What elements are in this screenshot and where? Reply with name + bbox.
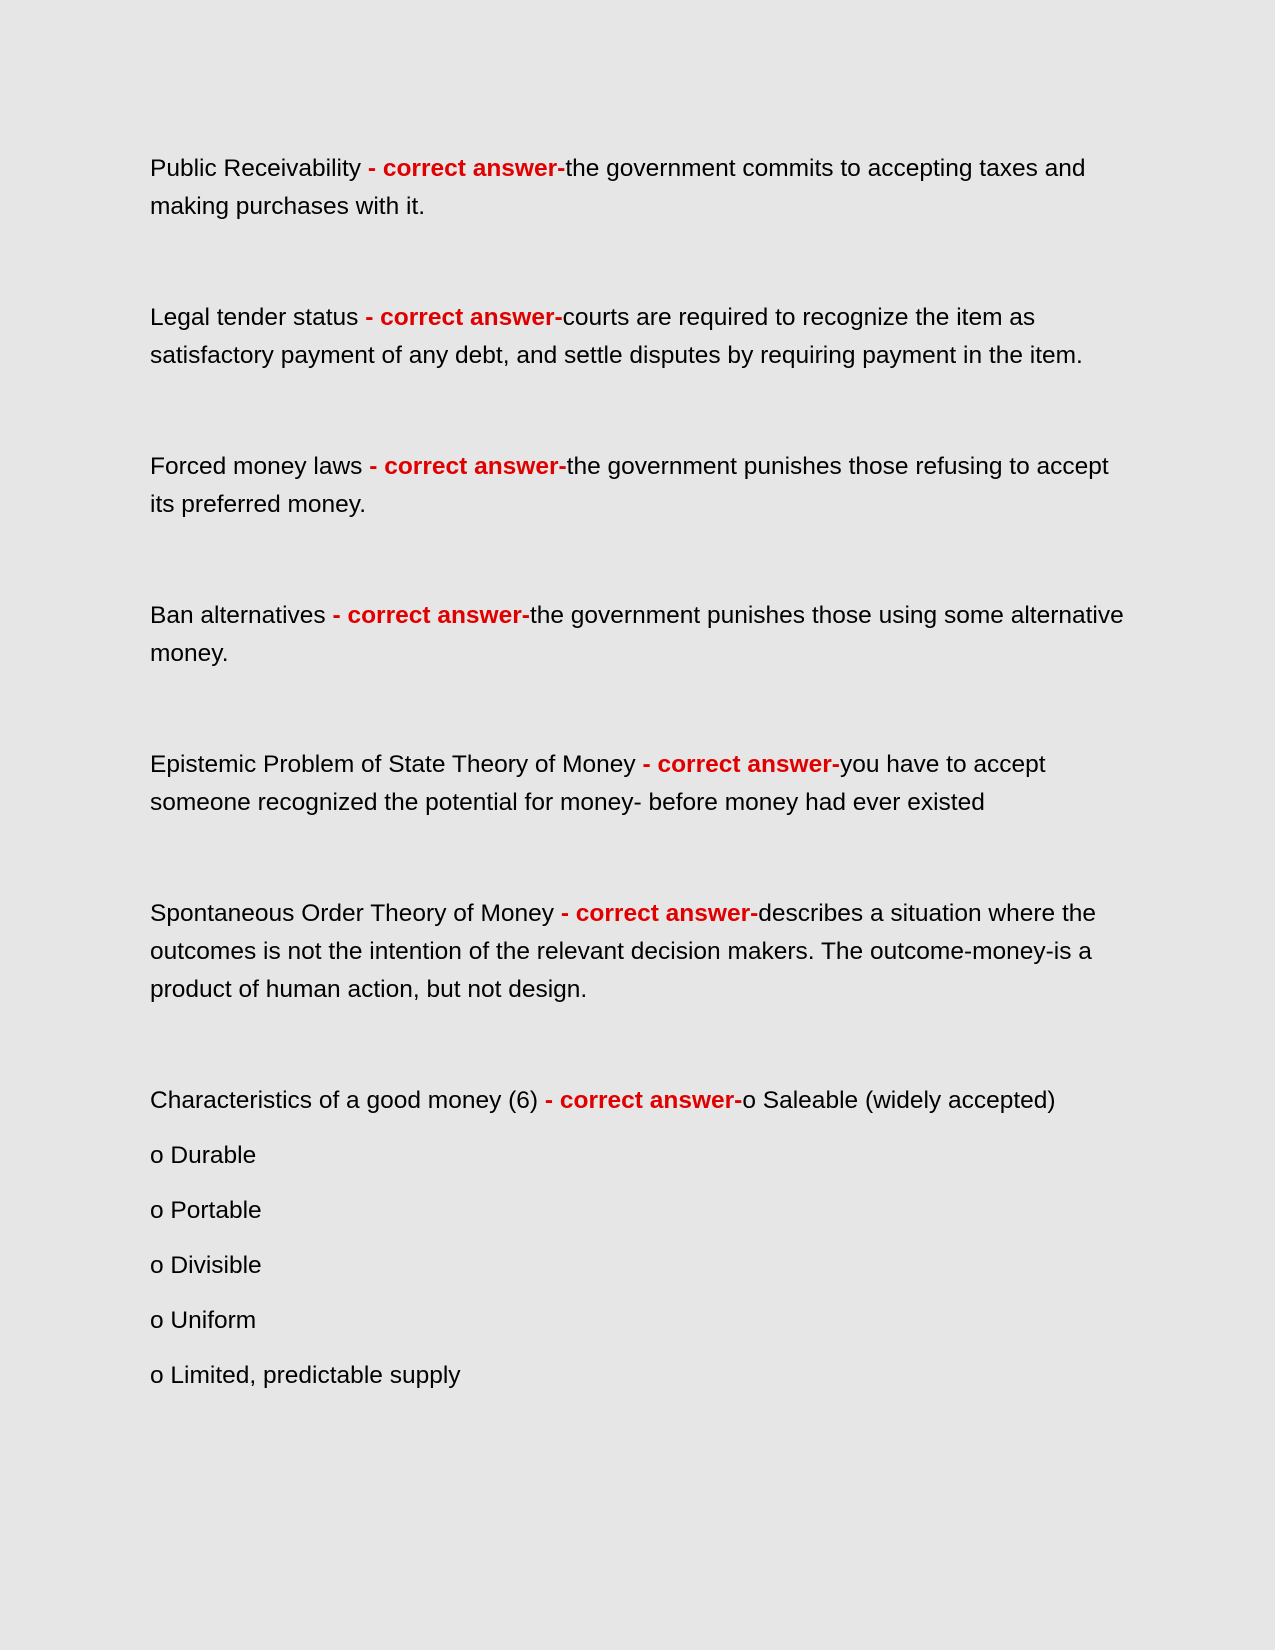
correct-answer-tag: - correct answer- [642,751,840,778]
correct-answer-tag: - correct answer- [560,900,759,927]
flashcard-entry [150,299,1130,375]
entry-spacer [150,226,1130,299]
flashcard-entry [150,895,1130,1009]
list-item: o Limited, predictable supply [150,1362,461,1389]
flashcard-entry [150,1082,1130,1120]
entry-term: Spontaneous Order Theory of Money [150,900,561,927]
correct-answer-tag: - correct answer- [365,304,563,331]
entry-definition: courts are required to recognize the item as satisfactory payment of any debt, and settle disputes by requiring payment in the item. [150,304,1083,369]
entry-term: Characteristics of a good money (6) [150,1087,545,1114]
correct-answer-tag: - correct answer- [332,602,530,629]
flashcard-entry [150,746,1130,822]
entry-definition: you have to accept someone recognized the potential for money- before money had ever existed [150,751,1046,816]
list-item: o Divisible [150,1252,262,1279]
entry-spacer [150,673,1130,746]
entry-term: Public Receivability [150,155,368,182]
list-item: o Portable [150,1197,262,1224]
characteristics-list [150,1137,1130,1395]
flashcard-entry [150,597,1130,673]
entry-spacer [150,1009,1130,1082]
document-page [150,150,1130,1395]
entry-term: Ban alternatives [150,602,333,629]
entry-spacer [150,524,1130,597]
entry-definition: describes a situation where the outcomes is not the intention of the relevant decision makers. The outcome-money-is a product of human action, but not design. [150,900,1097,1003]
entry-definition: the government punishes those using some alternative money. [150,602,1124,667]
entry-term: Forced money laws [150,453,370,480]
list-item: o Uniform [150,1307,257,1334]
entry-term: Legal tender status [150,304,366,331]
correct-answer-tag: - correct answer- [367,155,566,182]
flashcard-entry [150,150,1130,226]
list-item: o Durable [150,1142,257,1169]
entry-term: Epistemic Problem of State Theory of Money [150,751,643,778]
entry-definition: the government punishes those refusing to accept its preferred money. [150,453,1109,518]
entry-spacer [150,375,1130,448]
flashcard-entry [150,448,1130,524]
entry-definition: o Saleable (widely accepted) [742,1087,1056,1114]
entry-definition: the government commits to accepting taxes and making purchases with it. [150,155,1086,220]
correct-answer-tag: - correct answer- [369,453,567,480]
correct-answer-tag: - correct answer- [544,1087,743,1114]
entry-spacer [150,822,1130,895]
